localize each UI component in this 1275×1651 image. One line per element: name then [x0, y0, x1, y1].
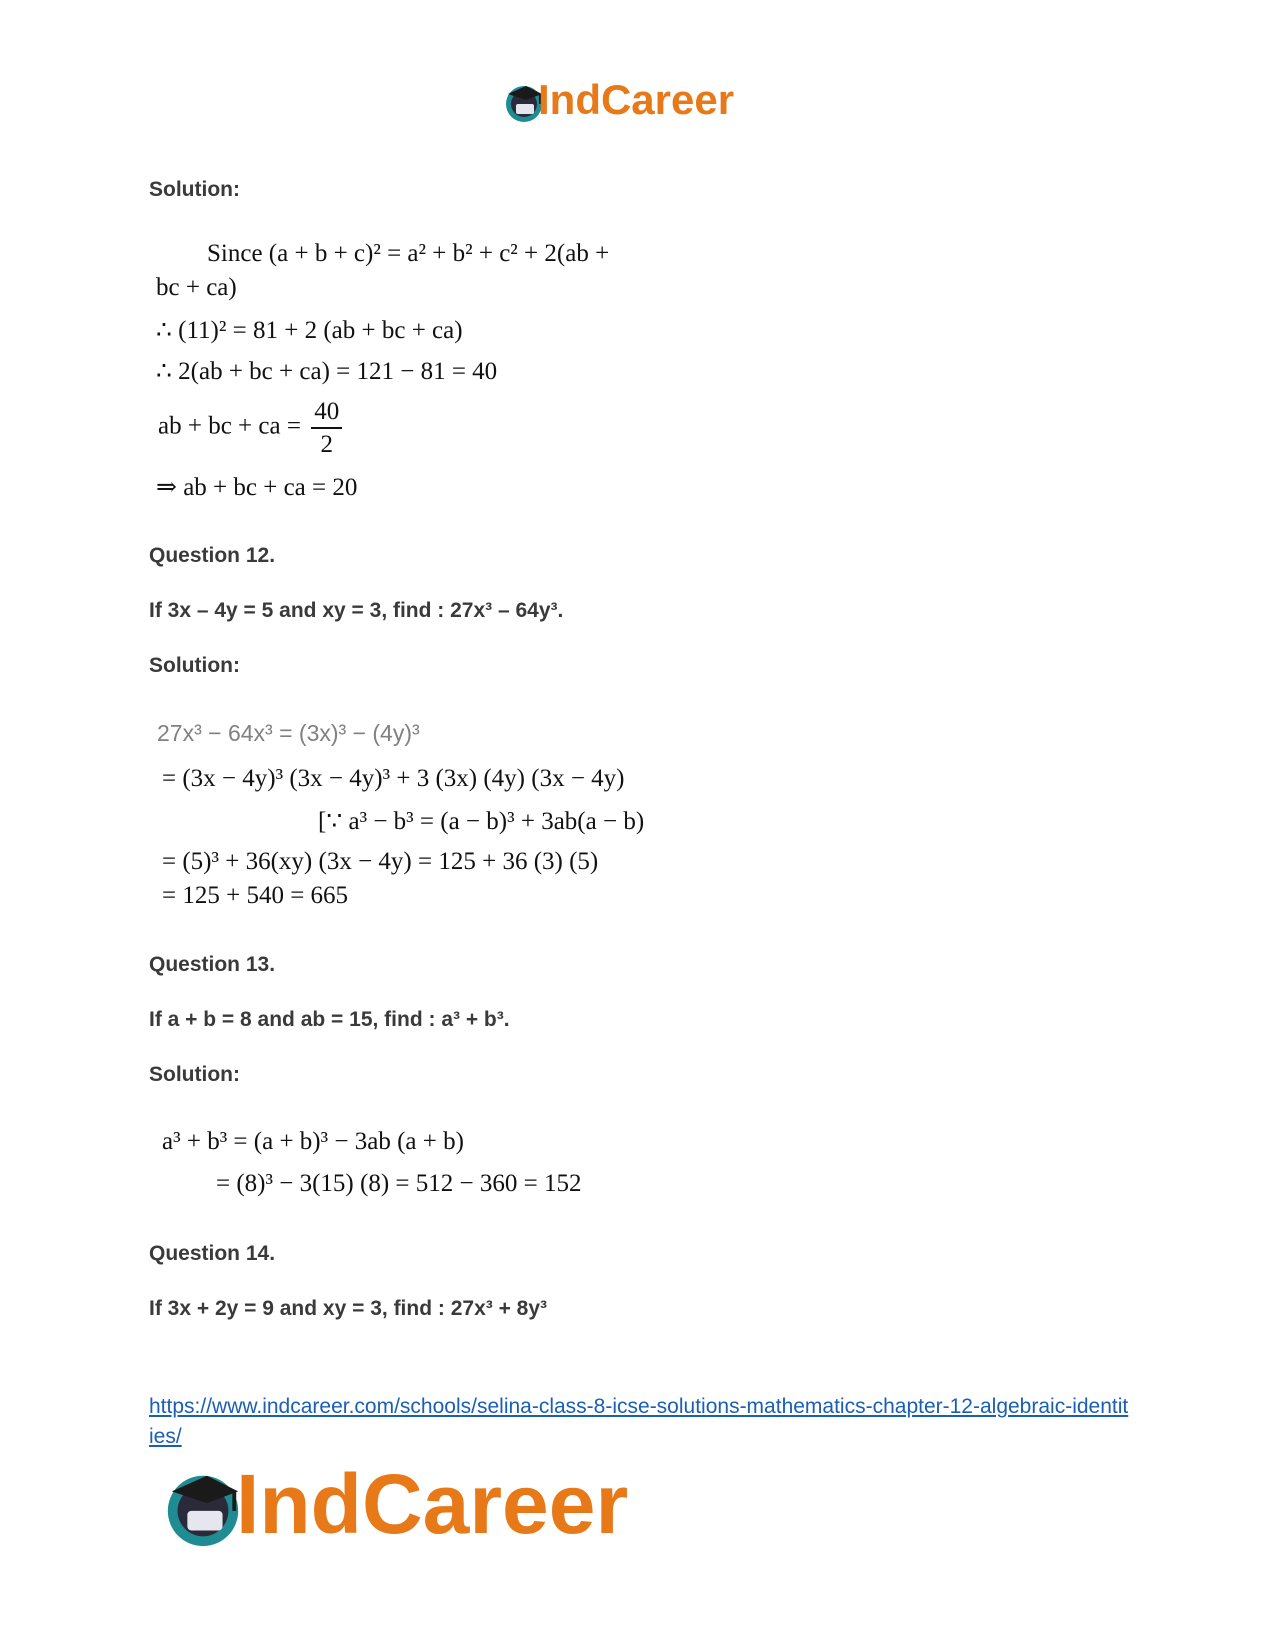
q13-question: If a + b = 8 and ab = 15, find : a³ + b³. [149, 1008, 510, 1031]
q11-fraction-denominator: 2 [320, 430, 333, 458]
q12-question: If 3x – 4y = 5 and xy = 3, find : 27x³ – 64y³. [149, 599, 564, 622]
q13-step-1: a³ + b³ = (a + b)³ − 3ab (a + b) [162, 1128, 464, 1155]
q12-step-2: = (3x − 4y)³ (3x − 4y)³ + 3 (3x) (4y) (3x − 4y) [162, 765, 625, 792]
q11-step-5-left: ab + bc + ca = [158, 412, 301, 440]
q11-step-2: bc + ca) [156, 274, 237, 301]
q12-solution-label: Solution: [149, 654, 240, 677]
q11-solution-label: Solution: [149, 178, 240, 201]
q12-step-3: [∵ a³ − b³ = (a − b)³ + 3ab(a − b) [318, 808, 645, 835]
q14-heading: Question 14. [149, 1242, 276, 1265]
q11-step-4: ∴ 2(ab + bc + ca) = 121 − 81 = 40 [156, 358, 498, 385]
q12-step-1 [157, 720, 420, 748]
q11-step-3: ∴ (11)² = 81 + 2 (ab + bc + ca) [156, 317, 463, 344]
q13-solution-label: Solution: [149, 1063, 240, 1086]
source-link[interactable]: https://www.indcareer.com/schools/selina-class-8-icse-solutions-mathematics-chapter-12-algebraic-identities/ [149, 1395, 1129, 1448]
q12-step-4: = (5)³ + 36(xy) (3x − 4y) = 125 + 36 (3) (5) [162, 848, 599, 875]
q11-step-5 [158, 398, 342, 458]
q13-step-2: = (8)³ − 3(15) (8) = 512 − 360 = 152 [216, 1170, 582, 1197]
q11-fraction-numerator: 40 [311, 398, 342, 429]
q11-fraction [311, 398, 342, 458]
q13-heading: Question 13. [149, 953, 276, 976]
q12-heading: Question 12. [149, 544, 276, 567]
q11-step-6: ⇒ ab + bc + ca = 20 [156, 474, 358, 501]
q12-step-1-text: 27x³ − 64x³ = (3x)³ − (4y)³ [157, 720, 420, 746]
q11-step-1: Since (a + b + c)² = a² + b² + c² + 2(ab + [207, 240, 610, 267]
graduation-cap-icon [160, 1464, 246, 1550]
q14-question: If 3x + 2y = 9 and xy = 3, find : 27x³ + 8y³ [149, 1297, 548, 1320]
footer-logo-text: IndCareer [236, 1457, 629, 1551]
q12-step-5: = 125 + 540 = 665 [162, 882, 349, 909]
header-logo-text: IndCareer [538, 76, 735, 123]
